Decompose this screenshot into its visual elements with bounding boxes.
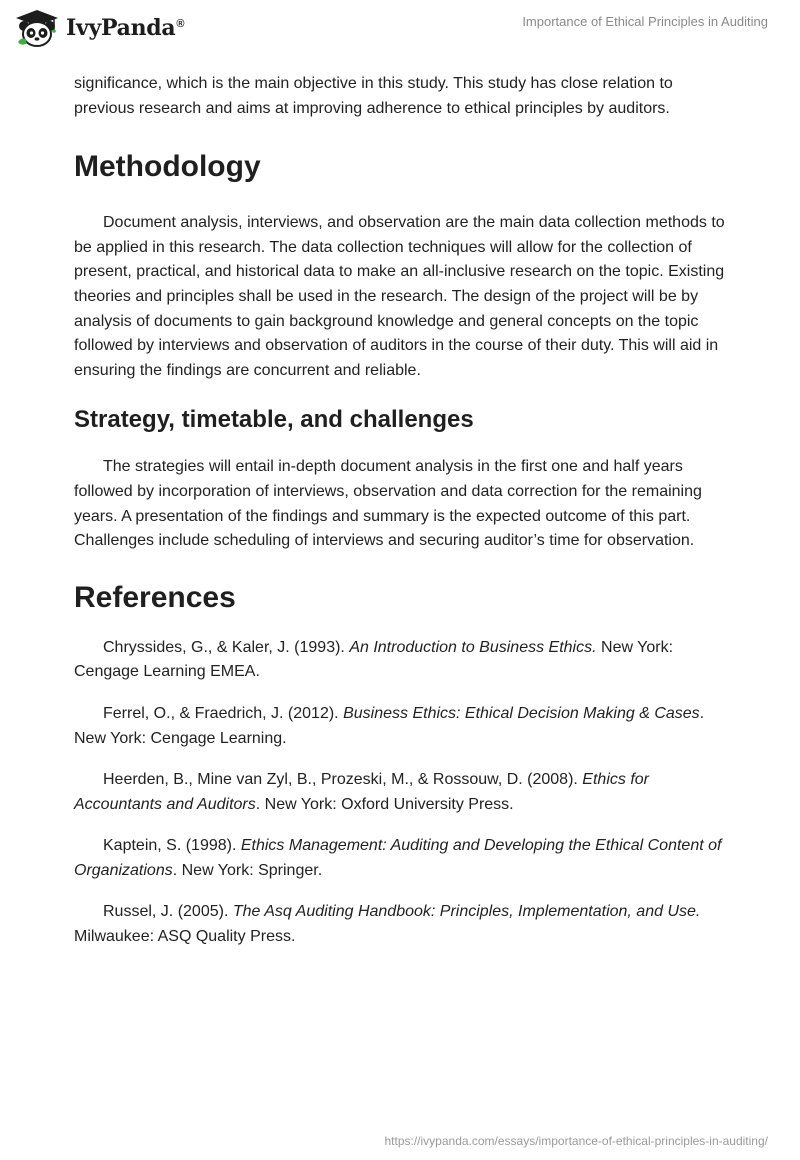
ivypanda-logo[interactable] [14,8,184,48]
document-title: Importance of Ethical Principles in Auditing [522,14,768,29]
methodology-paragraph: Document analysis, interviews, and observation are the main data collection methods to be applied in this research. The data collection techniques will allow for the collection of present, practical, and historical data to make an all-inclusive research on the topic. Existing theories and principles shall be used in the research. The design of the project will be by analysis of documents to gain background knowledge and general concepts on the topic followed by interviews and observation of auditors in the course of their duty. This will aid in ensuring the findings are concurrent and reliable. [74,214,725,379]
reference-item [74,900,734,949]
references-heading: References [74,580,236,614]
reference-authors: Chryssides, G., & Kaler, J. (1993). [103,638,350,656]
reference-publisher: . New York: Oxford University Press. [255,795,514,813]
reference-item [74,834,734,883]
essay-content [74,72,734,967]
reference-authors: Ferrel, O., & Fraedrich, J. (2012). [103,704,344,722]
methodology-heading: Methodology [74,150,261,184]
reference-item [74,768,734,817]
page-header [0,0,800,70]
reference-title: Business Ethics: Ethical Decision Making & Cases [343,704,700,722]
reference-publisher: Milwaukee: ASQ Quality Press. [74,928,296,946]
reference-title: Ethics for Accountants and Auditors [74,771,649,813]
reference-title: The Asq Auditing Handbook: Principles, Implementation, and Use. [232,903,701,921]
reference-publisher: New York: Cengage Learning EMEA. [74,638,674,681]
reference-publisher: . New York: Cengage Learning. [74,704,705,747]
reference-publisher: . New York: Springer. [172,861,323,879]
reference-title: Ethics Management: Auditing and Developing the Ethical Content of Organizations [74,837,722,879]
reference-authors: Russel, J. (2005). [103,903,233,921]
reference-authors: Heerden, B., Mine van Zyl, B., Prozeski, M., & Rossouw, D. (2008). [103,771,583,789]
strategy-heading: Strategy, timetable, and challenges [74,406,474,434]
panda-graduate-icon [14,8,60,48]
references-list [74,636,734,950]
reference-authors: Kaptein, S. (1998). [103,837,241,855]
strategy-paragraph: The strategies will entail in-depth document analysis in the first one and half years followed by incorporation of interviews, observation and data correction for the remaining years. A presentation of the findings and summary is the expected outcome of this part. Challenges include scheduling of interviews and securing auditor’s time for observation. [74,458,702,550]
registered-mark: ® [176,17,185,30]
brand-name: IvyPanda® [66,15,185,41]
reference-title: An Introduction to Business Ethics. [349,638,597,656]
reference-item [74,702,734,751]
reference-item [74,636,734,685]
source-url-link[interactable]: https://ivypanda.com/essays/importance-of-ethical-principles-in-auditing/ [384,1134,768,1148]
intro-paragraph: significance, which is the main objective in this study. This study has close relation to previous research and aims at improving adherence to ethical principles by auditors. [74,75,673,117]
